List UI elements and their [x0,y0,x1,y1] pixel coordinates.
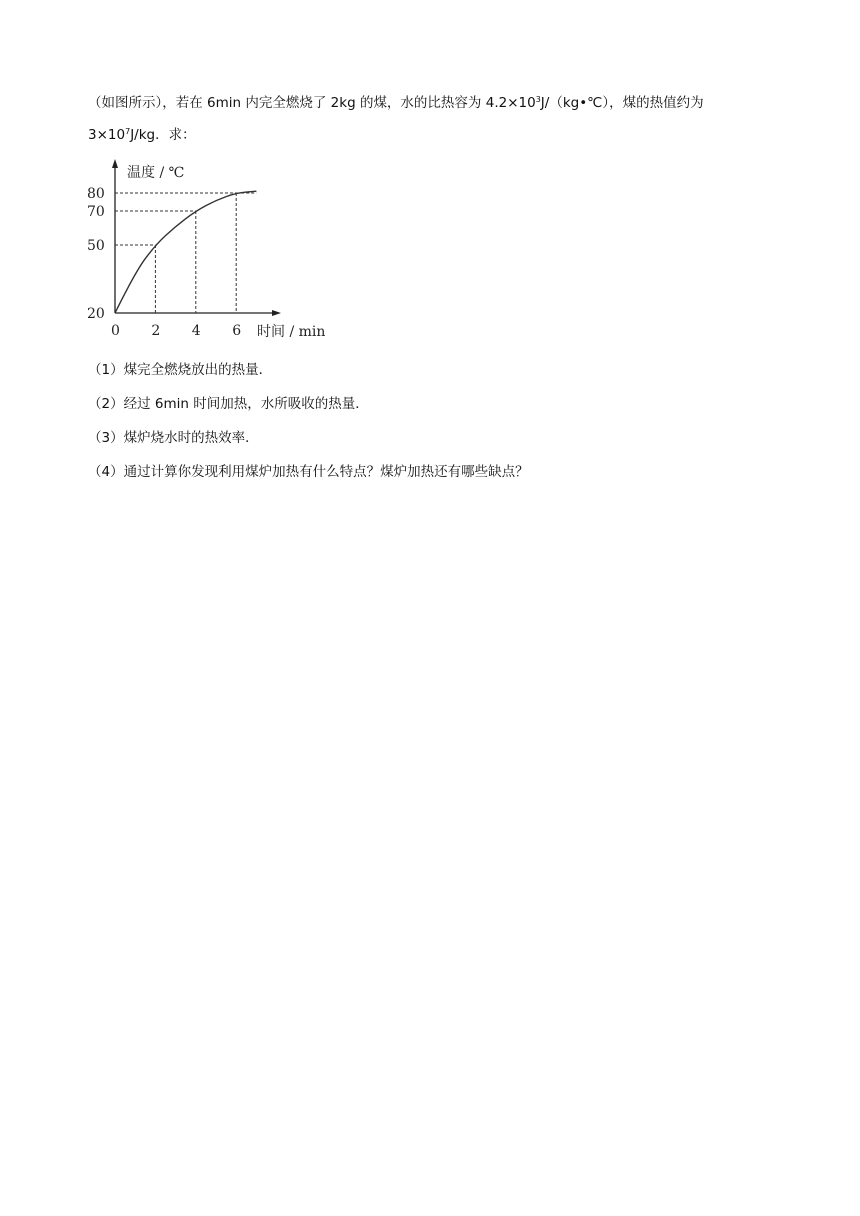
x-tick-label: 0 [111,323,120,339]
y-axis-label: 温度 / ℃ [127,165,185,181]
problem-text-line-2 [88,123,196,144]
x-tick-label: 4 [191,323,201,339]
x-axis-arrow-icon [272,310,281,316]
superscript: 7 [125,127,131,136]
dashed-guides [115,193,256,313]
temperature-time-chart [85,155,335,345]
text-fragment: J/（kg•℃），煤的热值约为 [540,95,704,111]
x-axis-label: 时间 / min [257,324,326,340]
y-axis-arrow-icon [112,159,118,168]
question-2: （2）经过 6min 时间加热，水所吸收的热量． [88,396,369,412]
x-tick-label: 2 [151,323,161,339]
text-fragment: J/kg．求： [130,127,196,143]
y-tick-label: 80 [87,186,105,202]
x-tick-label: 6 [232,323,242,339]
y-tick-label: 20 [87,306,105,322]
text-fragment: 3×10 [88,127,126,143]
tick-labels [87,186,241,339]
question-4: （4）通过计算你发现利用煤炉加热有什么特点？煤炉加热还有哪些缺点？ [88,464,529,480]
text-fragment: （如图所示），若在 6min 内完全燃烧了 2kg 的煤，水的比热容为 4.2×10 [88,95,536,111]
question-1: （1）煤完全燃烧放出的热量． [88,362,273,378]
y-tick-label: 70 [87,204,105,220]
y-tick-label: 50 [87,238,105,254]
temperature-curve [115,191,256,313]
question-3: （3）煤炉烧水时的热效率． [88,430,259,446]
problem-text-line-1 [88,91,704,112]
superscript: 3 [535,95,541,104]
